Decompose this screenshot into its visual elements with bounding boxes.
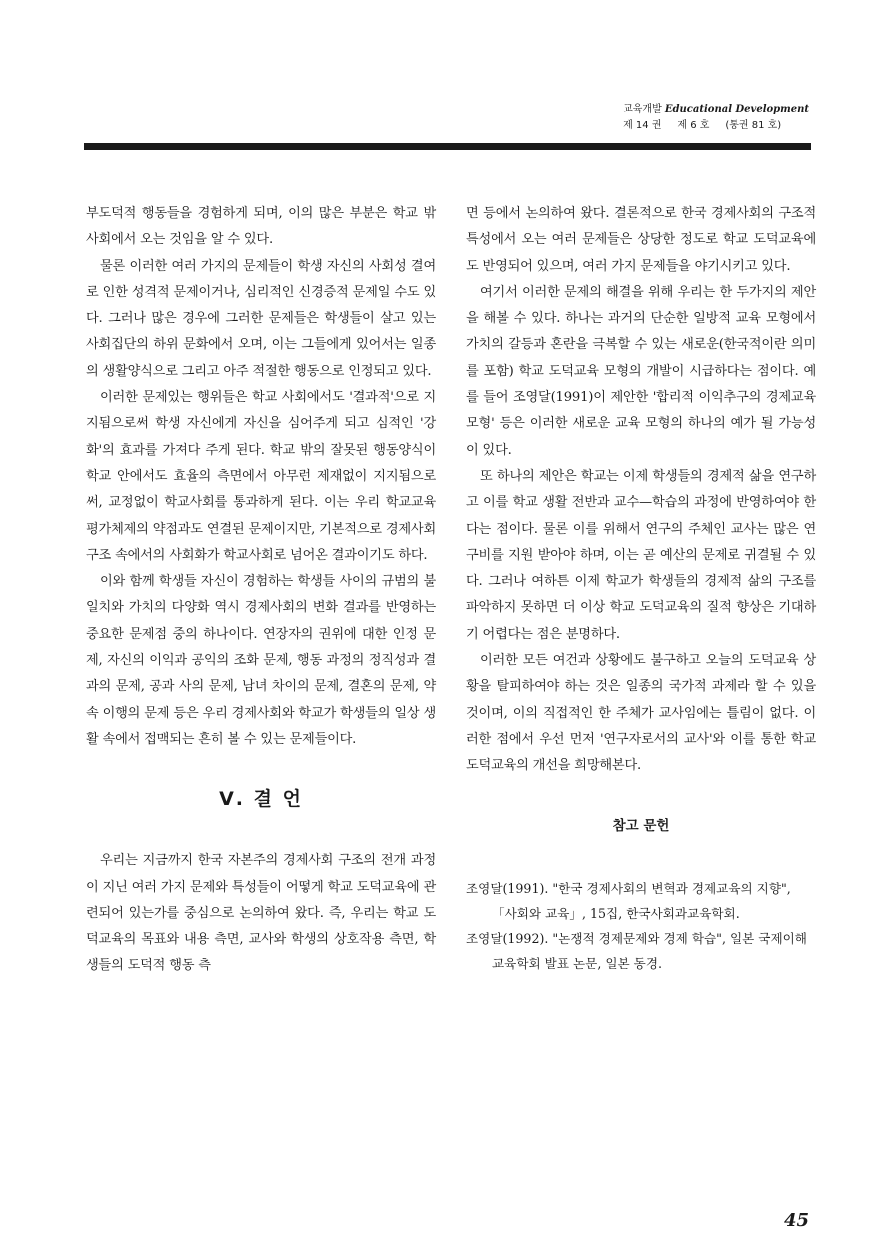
journal-title-korean: 교육개발 (623, 104, 662, 115)
journal-title (623, 102, 809, 118)
reference-entry: 조영달(1991). "한국 경제사회의 변혁과 경제교육의 지향", 「사회와 교육」, 15집, 한국사회과교육학회. (466, 880, 791, 921)
right-column (466, 201, 816, 976)
body-paragraph: 우리는 지금까지 한국 자본주의 경제사회 구조의 전개 과정이 지닌 여러 가지 문제와 특성들이 어떻게 학교 도덕교육에 관련되어 있는가를 중심으로 논의하여 왔다. 즉, 우리는 학교 도덕교육의 목표와 내용 측면, 교사와 학생의 상호작용 측면, 학생들의 도덕적 행동 측 (86, 853, 436, 974)
journal-title-english: Educational Development (664, 104, 809, 115)
body-paragraph: 또 하나의 제안은 학교는 이제 학생들의 경제적 삶을 연구하고 이를 학교 생활 전반과 교수—학습의 과정에 반영하여야 한다는 점이다. 물론 이를 위해서 연구의 주체인 교사는 많은 연구비를 지원 받아야 하며, 이는 곧 예산의 문제로 귀결될 수 있다. 그러나 여하튼 이제 학교가 학생들의 경제적 삶의 구조를 파악하지 못하면 더 이상 학교 도덕교육의 질적 향상은 기대하기 어렵다는 점은 분명하다. (466, 468, 816, 642)
reference-entry: 조영달(1992). "논쟁적 경제문제와 경제 학습", 일본 국제이해교육학회 발표 논문, 일본 동경. (466, 930, 807, 971)
left-column (86, 201, 436, 980)
header-rule (84, 143, 811, 150)
body-paragraph: 이러한 모든 여건과 상황에도 불구하고 오늘의 도덕교육 상황을 탈피하여야 하는 것은 일종의 국가적 과제라 할 수 있을 것이며, 이의 직접적인 한 주체가 교사임에는 틀림이 없다. 이러한 점에서 우선 먼저 '연구자로서의 교사'와 이를 통한 학교 도덕교육의 개선을 희망해본다. (466, 653, 816, 774)
body-paragraph: 이와 함께 학생들 자신이 경험하는 학생들 사이의 규범의 불일치와 가치의 다양화 역시 경제사회의 변화 결과를 반영하는 중요한 문제점 중의 하나이다. 연장자의 권위에 대한 인정 문제, 자신의 이익과 공익의 조화 문제, 행동 과정의 정직성과 결과의 문제, 공과 사의 문제, 남녀 차이의 문제, 결혼의 문제, 약속 이행의 문제 등은 우리 경제사회와 학교가 학생들의 일상 생활 속에서 접맥되는 흔히 볼 수 있는 문제들이다. (86, 574, 436, 747)
issue-info: 제 14 권 제 6 호 (통권 81 호) (623, 120, 782, 131)
running-header (623, 102, 809, 134)
body-paragraph: 물론 이러한 여러 가지의 문제들이 학생 자신의 사회성 결여로 인한 성격적 문제이거나, 심리적인 신경증적 문제일 수도 있다. 그러나 많은 경우에 그러한 문제들은 학생들이 살고 있는 사회집단의 하위 문화에서 오며, 이는 그들에게 있어서는 일종의 생활양식으로 그리고 아주 적절한 행동으로 인정되고 있다. (86, 258, 436, 379)
section-heading: Ⅴ. 결 언 (219, 788, 303, 811)
references-heading: 참고 문헌 (612, 817, 670, 834)
page-number: 45 (783, 1210, 809, 1231)
body-paragraph: 부도덕적 행동들을 경험하게 되며, 이의 많은 부분은 학교 밖 사회에서 오는 것임을 알 수 있다. (86, 206, 436, 248)
body-paragraph: 이러한 문제있는 행위들은 학교 사회에서도 '결과적'으로 지지됨으로써 학생 자신에게 자신을 심어주게 되고 심적인 '강화'의 효과를 가져다 주게 된다. 학교 밖의 잘못된 행동양식이 학교 안에서도 효율의 측면에서 아무런 제재없이 지지됨으로써, 교정없이 학교사회를 통과하게 된다. 이는 우리 학교교육 평가체제의 약점과도 연결된 문제이지만, 기본적으로 경제사회 구조 속에서의 사회화가 학교사회로 넘어온 결과이기도 하다. (86, 390, 436, 563)
body-paragraph: 여기서 이러한 문제의 해결을 위해 우리는 한 두가지의 제안을 해볼 수 있다. 하나는 과거의 단순한 일방적 교육 모형에서 가치의 갈등과 혼란을 극복할 수 있는 새로운(한국적이란 의미를 포함) 학교 도덕교육 모형의 개발이 시급하다는 점이다. 예를 들어 조영달(1991)이 제안한 '합리적 이익추구의 경제교육 모형' 등은 이러한 새로운 교육 모형의 하나의 예가 될 가능성이 있다. (466, 284, 816, 458)
body-paragraph: 면 등에서 논의하여 왔다. 결론적으로 한국 경제사회의 구조적 특성에서 오는 여러 문제들은 상당한 정도로 학교 도덕교육에도 반영되어 있으며, 여러 가지 문제들을 야기시키고 있다. (466, 206, 816, 274)
